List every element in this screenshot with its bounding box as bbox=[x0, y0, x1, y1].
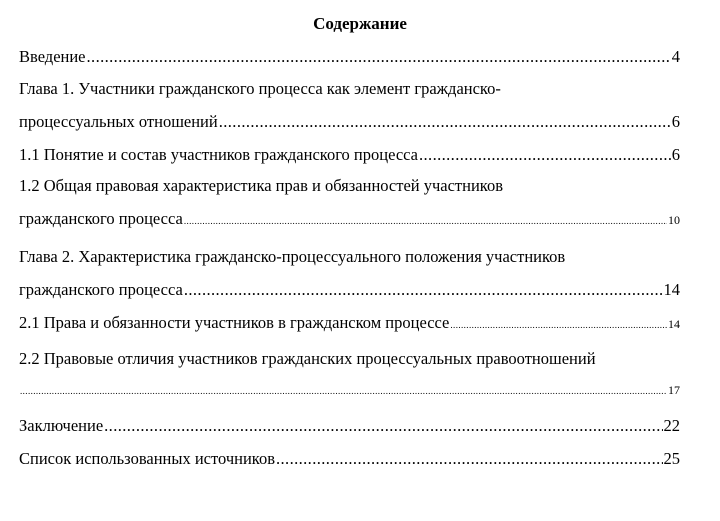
toc-entry-chapter1-line1 bbox=[19, 79, 680, 99]
toc-entry-chapter2-line2 bbox=[19, 280, 680, 300]
toc-entry-page: 14 bbox=[663, 280, 680, 299]
dot-leader bbox=[184, 280, 663, 300]
dot-leader bbox=[219, 112, 671, 132]
toc-entry-section-2-2-line1 bbox=[19, 349, 680, 369]
dot-leader bbox=[450, 315, 667, 335]
toc-entry-page: 14 bbox=[668, 317, 680, 331]
toc-entry-text: 2.2 Правовые отличия участников гражданских процессуальных правоотношений bbox=[19, 349, 596, 368]
toc-entry-page: 4 bbox=[671, 47, 680, 66]
dot-leader bbox=[20, 381, 667, 401]
toc-entry-page: 10 bbox=[668, 213, 680, 227]
toc-entry-text: гражданского процесса bbox=[19, 209, 183, 228]
toc-entry-page: 6 bbox=[671, 112, 680, 131]
toc-entry-page: 6 bbox=[671, 145, 680, 164]
dot-leader bbox=[419, 145, 671, 165]
toc-entry-page: 22 bbox=[663, 416, 680, 435]
toc-entry-chapter1-line2 bbox=[19, 112, 680, 132]
toc-entry-section-1-2-line2 bbox=[19, 209, 680, 229]
toc-entry-text: Заключение bbox=[19, 416, 104, 435]
toc-entry-text: Введение bbox=[19, 47, 86, 66]
toc-entry-page: 25 bbox=[663, 449, 680, 468]
toc-entry-text: Глава 1. Участники гражданского процесса как элемент гражданско- bbox=[19, 79, 501, 98]
toc-entry-conclusion bbox=[19, 416, 680, 436]
toc-entry-text: Глава 2. Характеристика гражданско-процессуального положения участников bbox=[19, 247, 566, 266]
toc-entry-text: 2.1 Права и обязанности участников в гражданском процессе bbox=[19, 313, 450, 332]
dot-leader bbox=[276, 449, 663, 469]
dot-leader bbox=[104, 416, 662, 436]
dot-leader bbox=[184, 211, 667, 231]
toc-entry-text: процессуальных отношений bbox=[19, 112, 218, 131]
toc-entry-text: Список использованных источников bbox=[19, 449, 275, 468]
toc-entry-page: 17 bbox=[668, 383, 680, 397]
toc-entry-section-2-2-line2 bbox=[19, 380, 680, 400]
toc-entry-section-2-1 bbox=[19, 313, 680, 333]
toc-entry-sources bbox=[19, 449, 680, 469]
toc-entry-chapter2-line1 bbox=[19, 247, 680, 267]
toc-title: Содержание bbox=[313, 14, 407, 33]
dot-leader bbox=[87, 47, 671, 67]
toc-entry-text: гражданского процесса bbox=[19, 280, 183, 299]
toc-entry-intro bbox=[19, 47, 680, 67]
toc-entry-text: 1.2 Общая правовая характеристика прав и обязанностей участников bbox=[19, 176, 504, 195]
toc-entry-section-1-1 bbox=[19, 145, 680, 165]
toc-entry-text: 1.1 Понятие и состав участников гражданского процесса bbox=[19, 145, 418, 164]
toc-entry-section-1-2-line1 bbox=[19, 176, 680, 196]
